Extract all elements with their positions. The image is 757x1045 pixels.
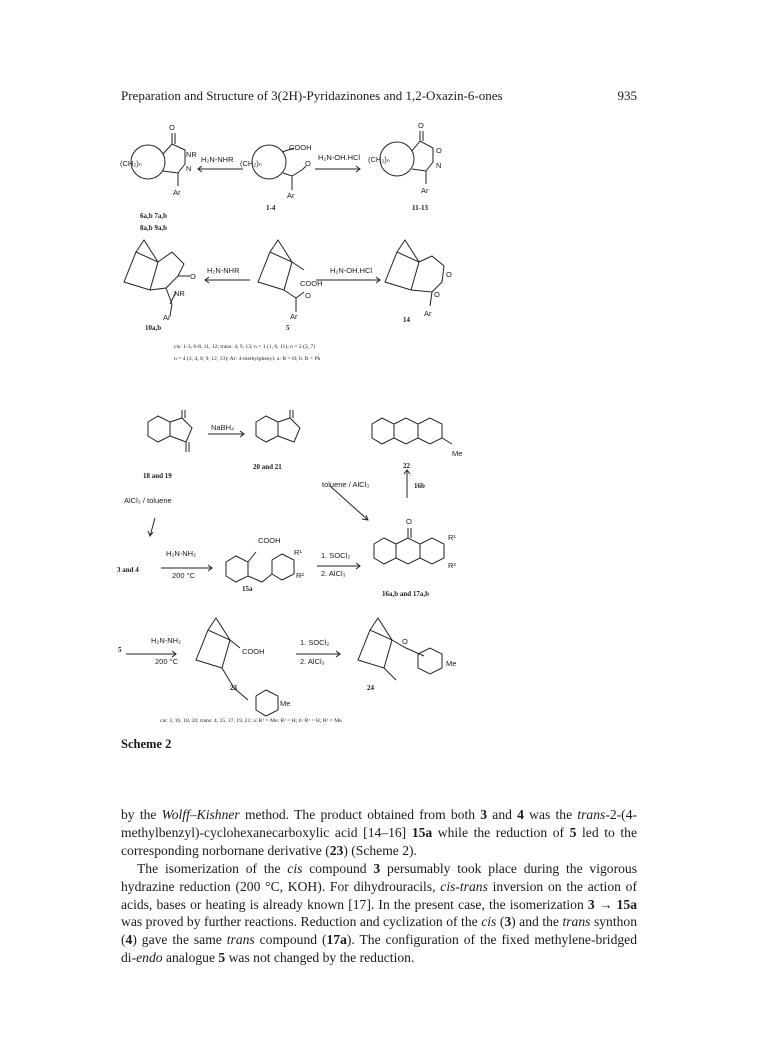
norbornane-center [258, 252, 292, 290]
atom-ar: Ar [173, 188, 181, 197]
reagent-hydrazine-c: H₂N-NH₂ [151, 636, 181, 645]
atom-cooh-15a: COOH [258, 536, 281, 545]
compound-ref: 17a [326, 932, 347, 948]
text-run: led to the corresponding norbornane derivative ( [121, 824, 638, 858]
label-10ab: 10a,b [145, 324, 162, 332]
atom-ar-r2c: Ar [290, 312, 298, 321]
label-1-4: 1-4 [266, 204, 276, 212]
compound-ref: 4 [125, 932, 133, 948]
text-run: persumably took place during the vigorous hydrazine reduction (200 °C, KOH). For dihydrouracils, [121, 860, 638, 894]
norbornane-right [385, 252, 419, 290]
text-run: ( [496, 914, 505, 930]
text-run: compound [302, 860, 374, 876]
paragraph-1 [121, 806, 637, 860]
atom-ar-r2l: Ar [163, 313, 171, 322]
text-run: and [487, 807, 518, 822]
label-3-4: 3 and 4 [117, 566, 139, 574]
reagent-hydroxylamine: H₂N-OH.HCl [318, 153, 361, 162]
ring-label: (CH₂)ₙ [120, 159, 142, 168]
label-20-21: 20 and 21 [253, 463, 282, 471]
reagent-hydrazine-b: H₂N-NH₂ [166, 549, 196, 558]
body-text [121, 806, 637, 967]
reagent-alcl3: 2. AlCl₃ [321, 569, 346, 578]
atom-o: O [169, 123, 175, 132]
text-run: inversion on the action of acids, bases or heating is already known [17]. In the present case, the isomerization [121, 878, 638, 912]
text-italic: Wolff–Kishner [161, 807, 240, 822]
legend-top-1: cis: 1-3, 6-8, 11, 12; trans: 4, 9, 13; n = 1 (1, 6, 11); n = 2 (2, 7) [174, 344, 316, 350]
atom-me-22: Me [452, 449, 463, 458]
compound-ref: 3 → 15a [587, 896, 638, 912]
reagent-temp-2: 200 °C [155, 657, 179, 666]
atom-r2-16: R² [448, 561, 456, 570]
reagent-alcl3-toluene: AlCl₃ / toluene [124, 496, 172, 505]
text-italic: cis [287, 860, 303, 876]
text-run: while the reduction of [432, 824, 570, 840]
label-24: 24 [367, 684, 374, 692]
atom-o-keto: O [305, 159, 311, 168]
ring-label-right: (CH₂)ₙ [368, 155, 390, 164]
legend-bottom: cis: 3, 16, 18, 20; trans: 4, 15, 17, 19, 21; a: R¹ = Me; R² = H; b: R¹ = H; R² = Me [160, 718, 342, 724]
atom-r1-16: R¹ [448, 533, 456, 542]
reagent-hydrazine-2: H₂N-NHR [207, 266, 240, 275]
text-run: ) (Scheme 2). [343, 842, 417, 858]
reagent-socl2-2: 1. SOCl₂ [300, 638, 330, 647]
atom-o-r2l: O [190, 272, 196, 281]
ring-anhydride [148, 416, 170, 442]
compound-ref: 3 [504, 914, 512, 930]
label-11-13: 11-13 [412, 204, 428, 212]
text-run: -2-(4-methylbenzyl)-cyclohexanecarboxylic acid [14–16] [121, 807, 638, 840]
label-8ab-9ab: 8a,b 9a,b [140, 224, 168, 232]
atom-nr: NR [186, 150, 197, 159]
text-italic: trans [577, 807, 606, 822]
scheme-title: Scheme 2 [121, 737, 172, 751]
reagent-toluene-alcl3: toluene / AlCl₃ [322, 480, 370, 489]
norbornane-23 [196, 630, 230, 668]
text-run: compound ( [254, 932, 327, 948]
norbornane-24 [358, 630, 392, 668]
compound-ref: 4 [517, 807, 524, 822]
atom-ar-center: Ar [287, 191, 295, 200]
label-16-17: 16a,b and 17a,b [382, 590, 430, 598]
reagent-temp: 200 °C [172, 571, 196, 580]
reagent-socl2: 1. SOCl₂ [321, 551, 351, 560]
reagent-alcl3-2: 2. AlCl₃ [300, 657, 325, 666]
text-run: analogue [162, 950, 219, 966]
compound-ref: 23 [329, 842, 344, 858]
reagent-hydroxylamine-2: H₂N-OH.HCl [330, 266, 373, 275]
atom-nr-r2: NR [174, 289, 185, 298]
label-22: 22 [403, 462, 410, 470]
atom-o-r2r: O [446, 270, 452, 279]
atom-o-r2c: O [305, 291, 311, 300]
atom-ar-right: Ar [421, 186, 429, 195]
ring-16a [374, 538, 396, 564]
reagent-hydrazine: H₂N-NHR [201, 155, 234, 164]
text-run: ) gave the same [132, 932, 227, 948]
ring-label-center: (CH₂)ₙ [240, 159, 262, 168]
atom-cooh-r2: COOH [300, 279, 323, 288]
text-italic: trans [226, 932, 255, 948]
ring-15a [226, 556, 248, 582]
atom-cooh-23: COOH [242, 647, 265, 656]
atom-o-right: O [418, 121, 424, 130]
text-run: ) and the [511, 914, 563, 930]
atom-o-16: O [406, 517, 412, 526]
atom-me-23: Me [280, 699, 291, 708]
label-5: 5 [286, 324, 290, 332]
text-run: method. The product obtained from both [239, 807, 481, 822]
label-6ab-7ab: 6a,b 7a,b [140, 212, 168, 220]
text-run: by the [121, 807, 162, 822]
text-run: was the [523, 807, 578, 822]
compound-ref: 3 [480, 807, 488, 822]
text-run: was not changed by the reduction. [225, 950, 415, 966]
text-run: ). The configuration of the fixed methylene-bridged di- [121, 932, 637, 966]
scheme-bottom-figure [0, 400, 757, 735]
label-16b: 16b [414, 482, 425, 490]
paragraph-2 [121, 860, 637, 967]
heterocycle-left [163, 144, 185, 173]
atom-cooh: COOH [289, 143, 312, 152]
label-14: 14 [403, 316, 410, 324]
compound-ref: 15a [411, 824, 433, 840]
label-5-b: 5 [118, 646, 122, 654]
atom-n: N [186, 164, 192, 173]
label-18-19: 18 and 19 [143, 472, 172, 480]
page-number: 935 [617, 88, 637, 103]
atom-o-r2r2: O [434, 290, 440, 299]
text-italic: trans [562, 914, 591, 930]
compound-ref: 3 [373, 860, 381, 876]
text-run: synthon ( [121, 914, 637, 948]
legend-top-2: n = 4 (3, 4, 8, 9, 12, 13); Ar: 4-methylphenyl; a: R = H; b: R = Ph [174, 356, 321, 362]
atom-ar-r2r: Ar [424, 309, 432, 318]
text-italic: cis-trans [440, 878, 488, 894]
text-italic: endo [136, 950, 163, 966]
atom-r2: R² [296, 571, 304, 580]
label-23: 23 [230, 684, 237, 692]
atom-o-24: O [402, 637, 408, 646]
ring-lactone [256, 416, 278, 442]
text-italic: cis [481, 914, 497, 930]
compound-ref: 5 [218, 950, 226, 966]
reagent-nabh4: NaBH₄ [211, 423, 235, 432]
text-run: The isomerization of the [137, 860, 288, 876]
atom-o-ring: O [436, 146, 442, 155]
atom-n-right: N [436, 161, 442, 170]
atom-me-24: Me [446, 659, 457, 668]
norbornane-left [124, 252, 158, 290]
label-15a: 15a [242, 585, 253, 593]
scheme-top-figure [0, 0, 757, 400]
atom-r1: R¹ [294, 548, 302, 557]
compound-ref: 5 [569, 824, 577, 840]
running-title: Preparation and Structure of 3(2H)-Pyridazinones and 1,2-Oxazin-6-ones [121, 88, 503, 103]
ring-22a [372, 418, 394, 444]
text-run: was proved by further reactions. Reduction and cyclization of the [121, 914, 482, 930]
